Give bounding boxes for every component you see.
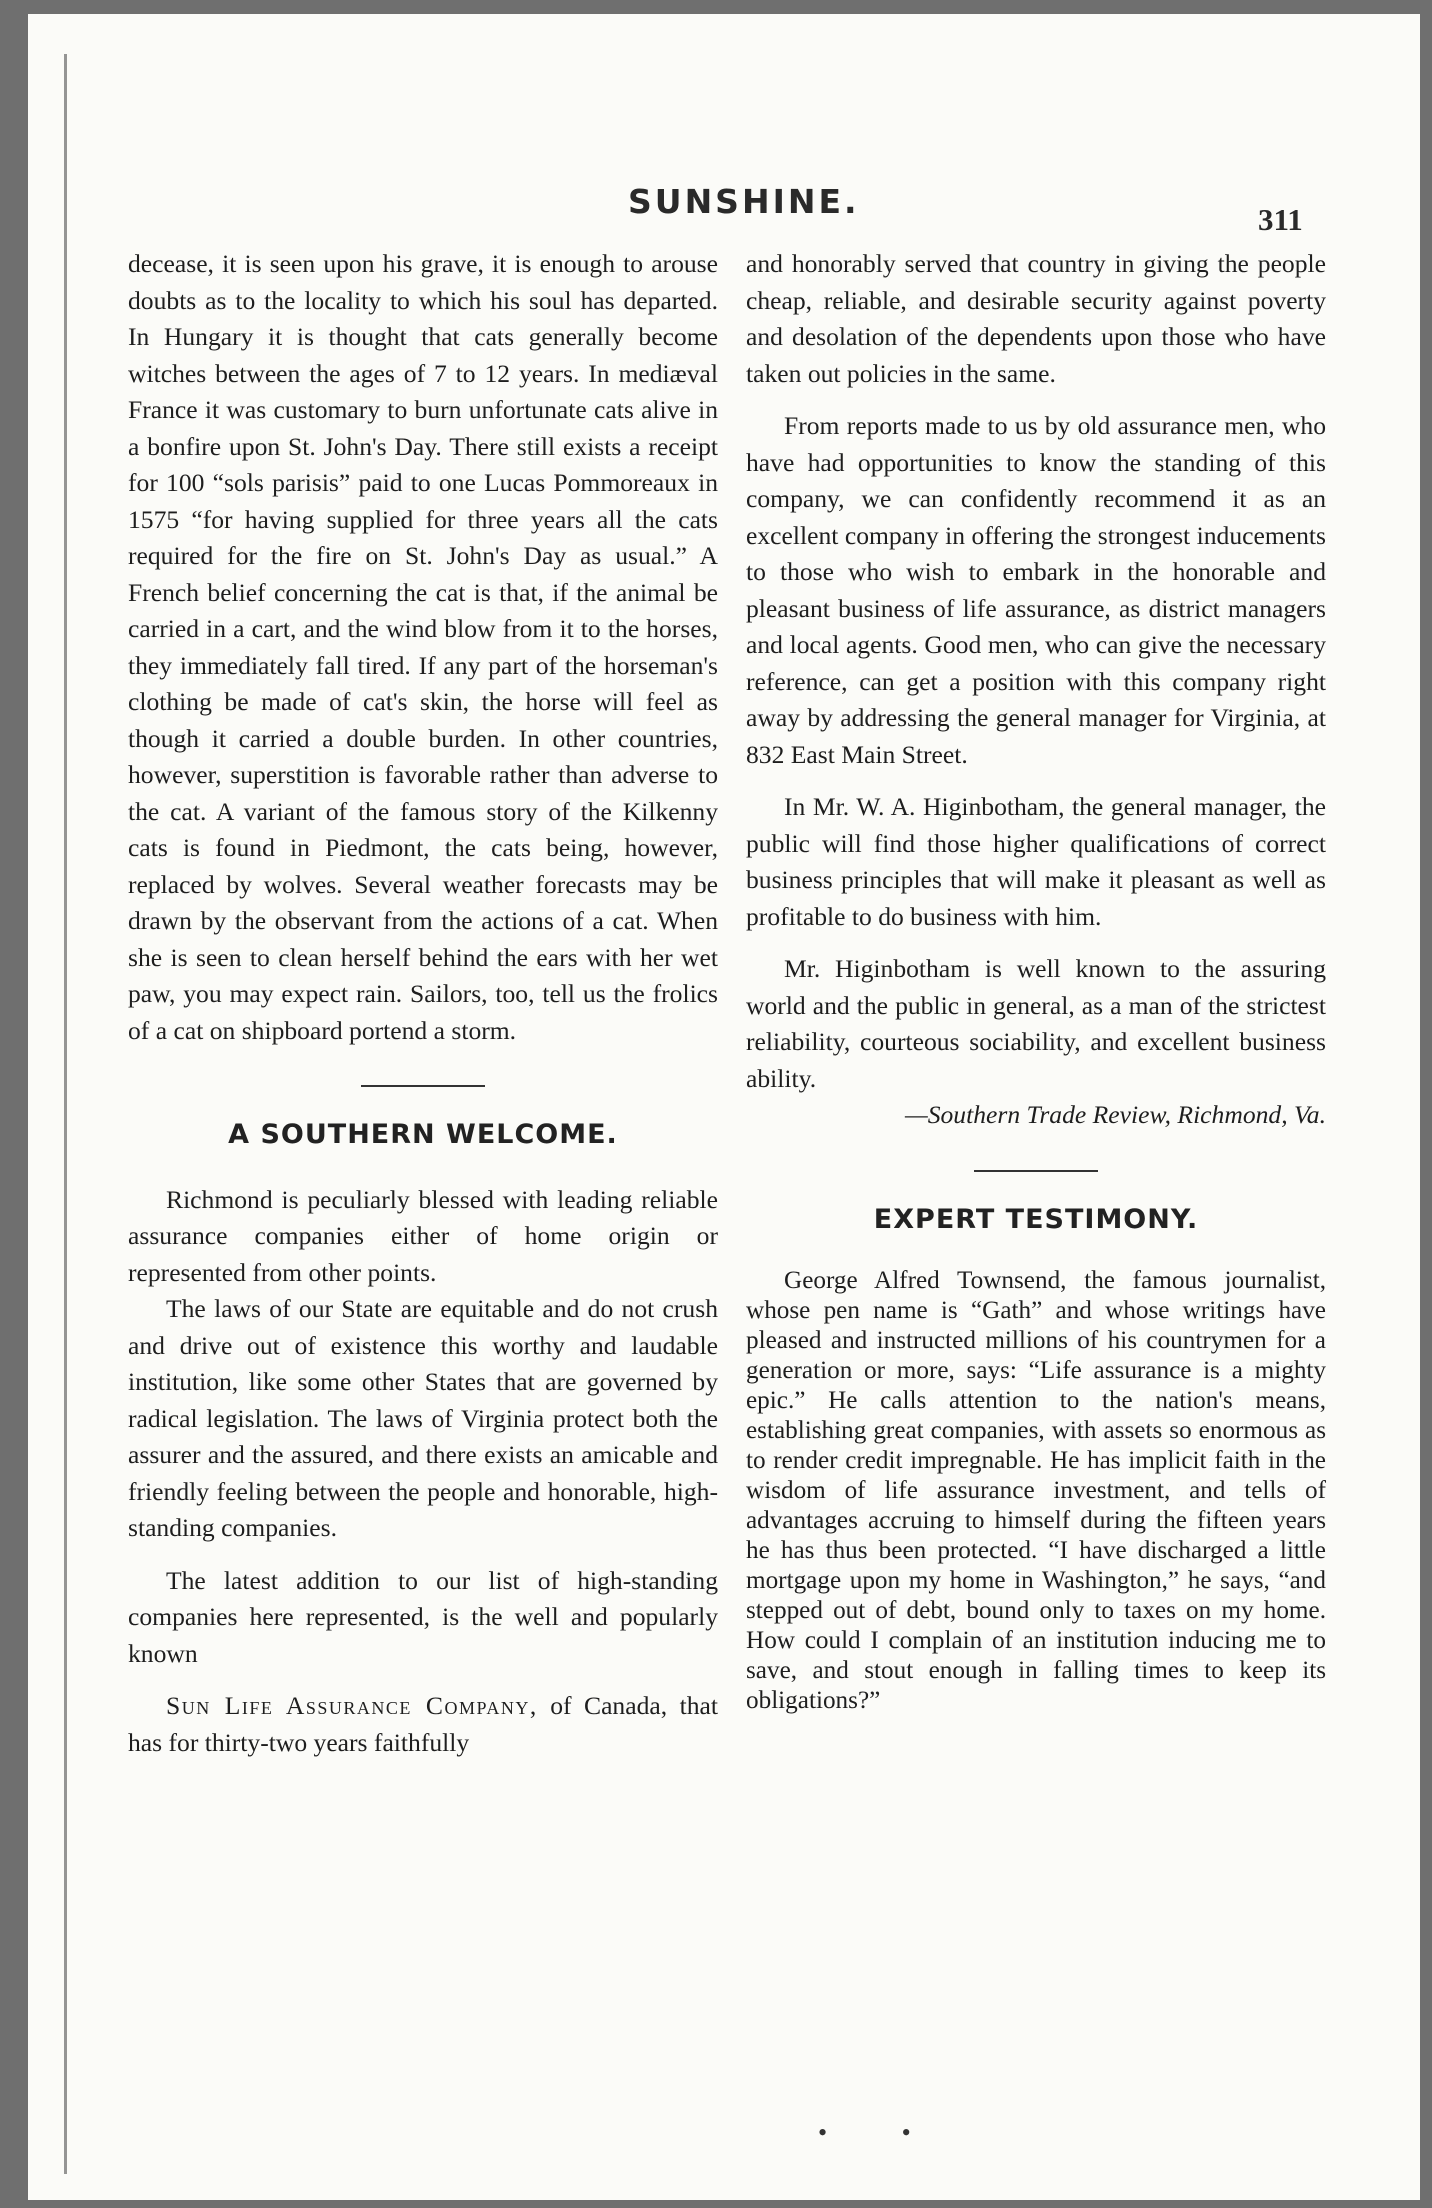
- printed-page: [28, 14, 1420, 2200]
- section-divider: [974, 1170, 1098, 1172]
- body-paragraph: The latest addition to our list of high-standing companies here represented, is the well and popularly known: [128, 1565, 718, 1668]
- company-paragraph: [128, 1688, 718, 1761]
- sun-life-continued-paragraph: and honorably served that country in giving the people cheap, reliable, and desirable security against poverty and desolation of the dependents upon those who have taken out policies in the same.: [746, 249, 1326, 388]
- body-paragraph: Mr. Higinbotham is well known to the assuring world and the public in general, as a man of the strictest reliability, courteous sociability, and excellent business ability.: [746, 954, 1326, 1093]
- left-column: [128, 246, 718, 1761]
- body-paragraph: In Mr. W. A. Higinbotham, the general manager, the public will find those higher qualifications of correct business principles that will make it pleasant as well as profitable to do business with him.: [746, 792, 1326, 931]
- expert-testimony-paragraph: George Alfred Townsend, the famous journalist, whose pen name is “Gath” and whose writings have pleased and instructed millions of his countrymen for a generation or more, says: “Life assurance is a mighty epic.” He calls attention to the nation's means, establishing great companies, with assets so enormous as to render credit impregnable. He has implicit faith in the wisdom of life assurance investment, and tells of advantages accruing to himself during the fifteen years he has thus been protected. “I have discharged a little mortgage upon my home in Washington,” he says, “and stepped out of debt, bound only to taxes on my home. How could I complain of an institution inducing me to save, and stout enough in falling times to keep its obligations?”: [746, 1267, 1326, 1714]
- binding-edge-rule: [64, 54, 67, 2174]
- running-head-title: SUNSHINE.: [628, 182, 860, 221]
- page-number: 311: [1258, 202, 1303, 237]
- body-paragraph: The laws of our State are equitable and do not crush and drive out of existence this worthy and laudable institution, like some other States that are governed by radical legislation. The laws of Virginia protect both the assurer and the assured, and there exists an amicable and friendly feeling between the people and honorable, high-standing companies.: [128, 1294, 718, 1542]
- section-heading-southern-welcome: A SOUTHERN WELCOME.: [228, 1119, 618, 1150]
- right-column: [746, 246, 1326, 1716]
- company-name: Sun Life Assurance Company,: [166, 1691, 538, 1720]
- section-heading-expert-testimony: EXPERT TESTIMONY.: [873, 1203, 1199, 1235]
- body-paragraph: From reports made to us by old assurance men, who have had opportunities to know the standing of this company, we can confidently recommend it as an excellent company in offering the strongest inducements to those who wish to embark in the honorable and pleasant business of life assurance, as district managers and local agents. Good men, who can give the necessary reference, can get a position with this company right away by addressing the general manager for Virginia, at 832 East Main Street.: [746, 411, 1326, 769]
- cat-superstition-paragraph: decease, it is seen upon his grave, it is enough to arouse doubts as to the locality to which his soul has departed. In Hungary it is thought that cats generally become witches between the ages of 7 to 12 years. In mediæval France it was customary to burn unfortunate cats alive in a bonfire upon St. John's Day. There still exists a receipt for 100 “sols parisis” paid to one Lucas Pommoreaux in 1575 “for having supplied for three years all the cats required for the fire on St. John's Day as usual.” A French belief concerning the cat is that, if the animal be carried in a cart, and the wind blow from it to the horses, they immediately fall tired. If any part of the horseman's clothing be made of cat's skin, the horse will feel as though it carried a double burden. In other countries, however, superstition is favorable rather than adverse to the cat. A variant of the famous story of the Kilkenny cats is found in Piedmont, the cats being, however, replaced by wolves. Several weather forecasts may be drawn by the observant from the actions of a cat. When she is seen to clean herself behind the ears with her wet paw, you may expect rain. Sailors, too, tell us the frolics of a cat on shipboard portend a storm.: [128, 249, 718, 1045]
- source-signature: —Southern Trade Review, Richmond, Va.: [904, 1100, 1326, 1129]
- section-divider: [361, 1085, 485, 1087]
- company-continuation: of Canada, that has for thirty-two years faithfully: [128, 1691, 718, 1757]
- footer-marks: • •: [818, 2118, 945, 2147]
- body-paragraph: Richmond is peculiarly blessed with leading reliable assurance companies either of home origin or represented from other points.: [128, 1184, 718, 1287]
